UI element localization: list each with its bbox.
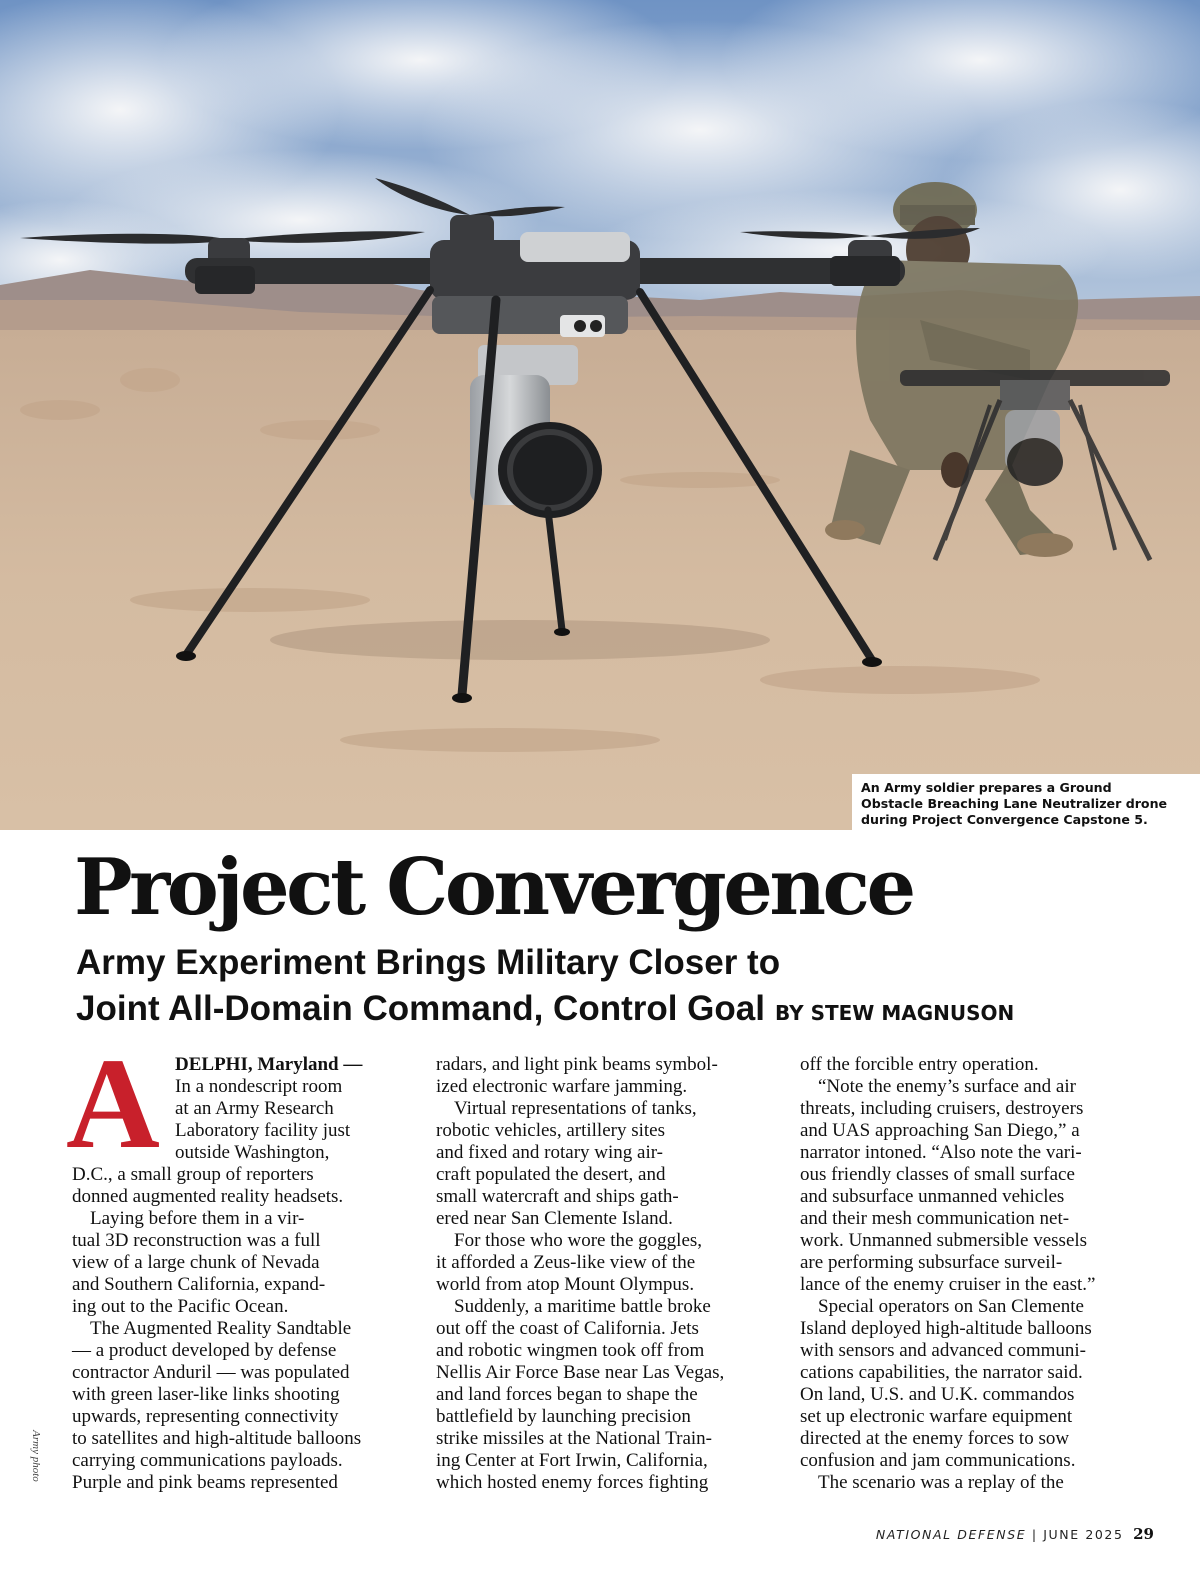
opening-paragraph [66, 1032, 404, 1208]
text-line: with sensors and advanced communi- [800, 1340, 1086, 1361]
text-line: strike missiles at the National Train- [436, 1428, 713, 1449]
text-line: threats, including cruisers, destroyers [800, 1098, 1084, 1119]
photo-caption [852, 774, 1200, 830]
text-line: and land forces began to shape the [436, 1384, 698, 1405]
text-line: donned augmented reality headsets. [72, 1186, 344, 1207]
text-line: and robotic wingmen took off from [436, 1340, 705, 1361]
text-line: to satellites and high-altitude balloons [72, 1428, 362, 1449]
text-line: contractor Anduril — was populated [72, 1362, 350, 1383]
text-line: small watercraft and ships gath- [436, 1186, 679, 1207]
text-line: The scenario was a replay of the [818, 1472, 1064, 1493]
text-line: On land, U.S. and U.K. commandos [800, 1384, 1075, 1405]
text-line: In a nondescript room [175, 1076, 343, 1097]
text-line: upwards, representing connectivity [72, 1406, 339, 1427]
text-line: carrying communications payloads. [72, 1450, 343, 1471]
drop-cap: A [66, 1032, 160, 1176]
text-line: narrator intoned. “Also note the vari- [800, 1142, 1082, 1163]
text-line: ing Center at Fort Irwin, California, [436, 1450, 708, 1471]
text-line: ered near San Clemente Island. [436, 1208, 673, 1229]
text-line: ous friendly classes of small surface [800, 1164, 1075, 1185]
text-line: Nellis Air Force Base near Las Vegas, [436, 1362, 725, 1383]
text-line: — a product developed by defense [72, 1340, 337, 1361]
photo-credit [26, 1430, 40, 1490]
text-line: Laying before them in a vir- [90, 1208, 305, 1229]
text-line: view of a large chunk of Nevada [72, 1252, 320, 1273]
dateline: DELPHI, Maryland — [175, 1054, 363, 1075]
text-line: ized electronic warfare jamming. [436, 1076, 688, 1097]
text-line: and UAS approaching San Diego,” a [800, 1120, 1080, 1141]
byline: BY STEW MAGNUSON [774, 1001, 1015, 1025]
text-line: and subsurface unmanned vehicles [800, 1186, 1065, 1207]
text-line: out off the coast of California. Jets [436, 1318, 699, 1339]
text-line: at an Army Research [175, 1098, 334, 1119]
text-line: Island deployed high-altitude balloons [800, 1318, 1092, 1339]
text-line: and their mesh communication net- [800, 1208, 1070, 1229]
article-column-3 [800, 1054, 1135, 1494]
headline: Project Convergence [74, 842, 913, 933]
text-line: lance of the enemy cruiser in the east.” [800, 1274, 1096, 1295]
text-line: and Southern California, expand- [72, 1274, 326, 1295]
caption-line: during Project Convergence Capstone 5. [861, 812, 1148, 827]
text-line: world from atop Mount Olympus. [436, 1274, 695, 1295]
text-line: Virtual representations of tanks, [454, 1098, 697, 1119]
text-line: directed at the enemy forces to sow [800, 1428, 1070, 1449]
caption-line: An Army soldier prepares a Ground [861, 780, 1112, 795]
subtitle [76, 940, 1076, 1036]
page-number: 29 [1133, 1525, 1154, 1543]
text-line: cations capabilities, the narrator said. [800, 1362, 1083, 1383]
text-line: radars, and light pink beams symbol- [436, 1054, 718, 1075]
subtitle-line-2-text: Joint All-Domain Command, Control Goal [76, 989, 765, 1028]
text-line: are performing subsurface surveil- [800, 1252, 1063, 1273]
text-line: confusion and jam communications. [800, 1450, 1076, 1471]
text-line: “Note the enemy’s surface and air [818, 1076, 1076, 1097]
footer-separator: | [1031, 1527, 1038, 1542]
text-line: Purple and pink beams represented [72, 1472, 338, 1493]
text-line: battlefield by launching precision [436, 1406, 691, 1427]
text-line: The Augmented Reality Sandtable [90, 1318, 352, 1339]
text-line: off the forcible entry operation. [800, 1054, 1039, 1075]
publication-name: NATIONAL DEFENSE [875, 1527, 1027, 1542]
text-line: which hosted enemy forces fighting [436, 1472, 709, 1493]
text-line: it afforded a Zeus-like view of the [436, 1252, 696, 1273]
text-line: outside Washington, [175, 1142, 330, 1163]
article-column-2 [436, 1054, 766, 1494]
issue-date: JUNE 2025 [1043, 1527, 1124, 1542]
text-line: Suddenly, a maritime battle broke [454, 1296, 711, 1317]
text-line: with green laser-like links shooting [72, 1384, 340, 1405]
article-column-1 [66, 1032, 404, 1494]
photo-credit-text: Army photo [29, 1430, 42, 1482]
caption-line: Obstacle Breaching Lane Neutralizer drone [861, 796, 1168, 811]
text-line: robotic vehicles, artillery sites [436, 1120, 665, 1141]
text-line: D.C., a small group of reporters [72, 1164, 314, 1185]
text-line: For those who wore the goggles, [454, 1230, 703, 1251]
text-line: ing out to the Pacific Ocean. [72, 1296, 289, 1317]
page-footer [876, 1525, 1154, 1543]
text-line: work. Unmanned submersible vessels [800, 1230, 1088, 1251]
subtitle-line-2 [76, 986, 1076, 1036]
text-line: and fixed and rotary wing air- [436, 1142, 664, 1163]
text-line: Laboratory facility just [175, 1120, 351, 1141]
text-line: set up electronic warfare equipment [800, 1406, 1073, 1427]
text-line: Special operators on San Clemente [818, 1296, 1084, 1317]
text-line: tual 3D reconstruction was a full [72, 1230, 321, 1251]
subtitle-line-1: Army Experiment Brings Military Closer to [76, 943, 781, 982]
text-line: craft populated the desert, and [436, 1164, 666, 1185]
